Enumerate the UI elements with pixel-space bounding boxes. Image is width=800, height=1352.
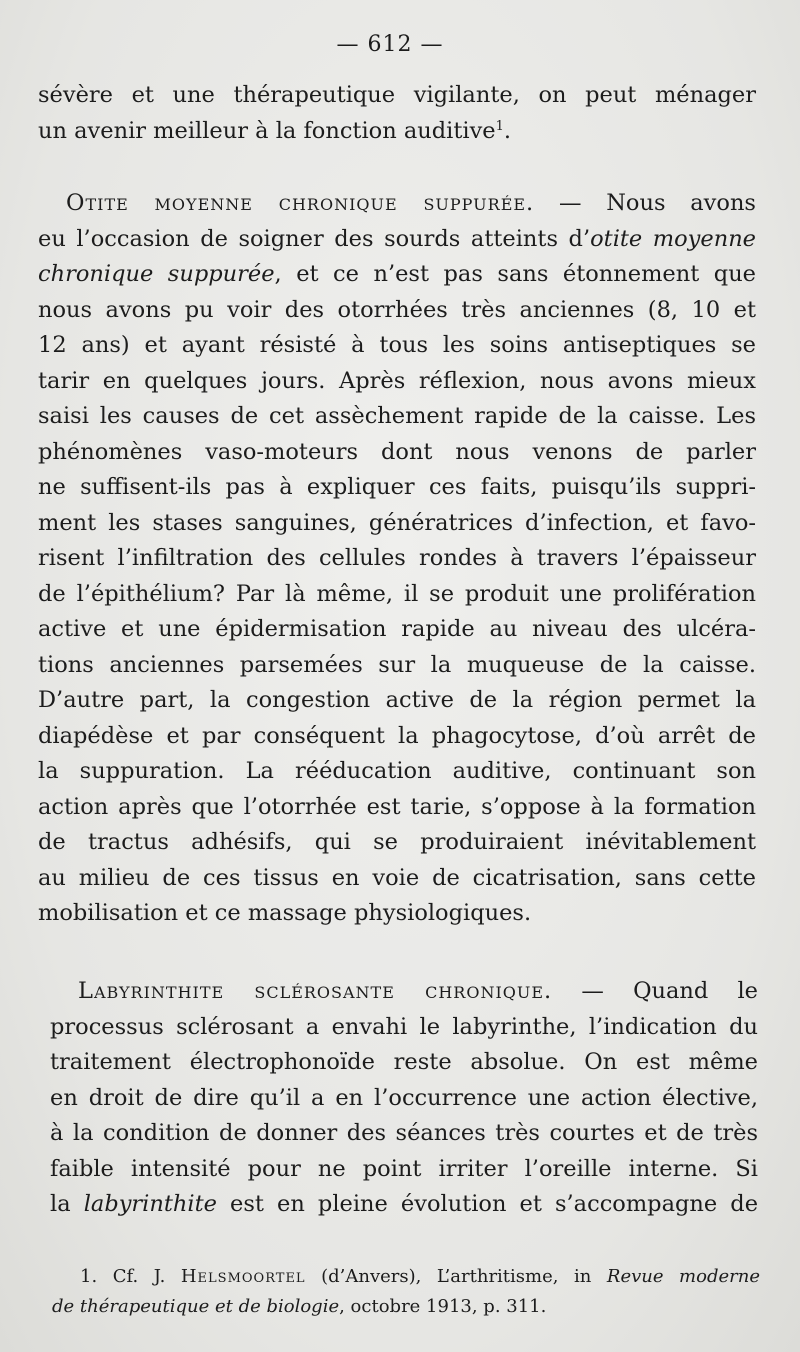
text-line: ment les stases sanguines, génératrices d’infection, et favo- bbox=[38, 509, 756, 536]
text-line: mobilisation et ce massage physiologiques. bbox=[38, 900, 532, 926]
section-heading: Otite moyenne chronique suppurée. bbox=[66, 190, 535, 216]
footnote-line: de thérapeutique et de biologie, octobre 1913, p. 311. bbox=[52, 1296, 547, 1317]
text-line: faible intensité pour ne point irriter l’oreille interne. Si bbox=[50, 1155, 758, 1182]
text-line: D’autre part, la congestion active de la région permet la bbox=[38, 687, 756, 713]
text-line: au milieu de ces tissus en voie de cicatrisation, sans cette bbox=[38, 864, 756, 891]
text-line: diapédèse et par conséquent la phagocytose, d’où arrêt de bbox=[38, 722, 756, 749]
text-line: en droit de dire qu’il a en l’occurrence une action élective, bbox=[50, 1084, 758, 1111]
text-line: de tractus adhésifs, qui se produiraient inévitablement bbox=[38, 829, 756, 855]
section-otite-paragraph bbox=[38, 186, 756, 932]
page-number: — 612 — bbox=[336, 32, 444, 57]
text-line: 12 ans) et ayant résisté à tous les soins antiseptiques se bbox=[38, 332, 756, 358]
section-heading-line: Labyrinthite sclérosante chronique. — Quand le bbox=[78, 978, 758, 1004]
text-line: à la condition de donner des séances très courtes et de très bbox=[50, 1120, 758, 1146]
text-line: sévère et une thérapeutique vigilante, on peut ménager bbox=[38, 82, 756, 108]
text-line: nous avons pu voir des otorrhées très anciennes (8, 10 et bbox=[38, 296, 756, 323]
text-line: risent l’infiltration des cellules rondes à travers l’épaisseur bbox=[38, 545, 756, 571]
text-line: action après que l’otorrhée est tarie, s’oppose à la formation bbox=[38, 793, 756, 820]
text-line: tarir en quelques jours. Après réflexion, nous avons mieux bbox=[38, 367, 756, 394]
footnote-reference: 1 bbox=[495, 118, 504, 134]
text-line: un avenir meilleur à la fonction auditive$^1$. bbox=[38, 117, 512, 144]
footnote bbox=[52, 1262, 760, 1322]
section-heading-line: Otite moyenne chronique suppurée. — Nous avons bbox=[66, 190, 756, 216]
text-line: de l’épithélium? Par là même, il se produit une prolifération bbox=[38, 580, 756, 607]
section-heading: Labyrinthite sclérosante chronique. bbox=[78, 978, 553, 1004]
text-line: la labyrinthite est en pleine évolution et s’accompagne de bbox=[50, 1191, 759, 1217]
section-labyrinthite-paragraph bbox=[50, 974, 758, 1223]
text-line: traitement électrophonoïde reste absolue. On est même bbox=[50, 1049, 758, 1075]
text-line: la suppuration. La rééducation auditive, continuant son bbox=[38, 758, 756, 784]
text-line: chronique suppurée, et ce n’est pas sans étonnement que bbox=[38, 261, 756, 287]
text-line: ne suffisent-ils pas à expliquer ces faits, puisqu’ils suppri- bbox=[38, 474, 756, 500]
text-line: processus sclérosant a envahi le labyrinthe, l’indication du bbox=[50, 1013, 758, 1040]
footnote-line: 1. Cf. J. Helsmoortel (d’Anvers), L’arthritisme, in Revue moderne bbox=[80, 1266, 760, 1287]
text-line: eu l’occasion de soigner des sourds atteints d’otite moyenne bbox=[38, 225, 757, 252]
text-line: saisi les causes de cet assèchement rapide de la caisse. Les bbox=[38, 403, 756, 429]
intro-paragraph bbox=[38, 78, 756, 149]
text-line: tions anciennes parsemées sur la muqueuse de la caisse. bbox=[38, 651, 756, 678]
text-line: phénomènes vaso-moteurs dont nous venons de parler bbox=[38, 438, 756, 465]
text-line: active et une épidermisation rapide au niveau des ulcéra- bbox=[38, 616, 756, 642]
